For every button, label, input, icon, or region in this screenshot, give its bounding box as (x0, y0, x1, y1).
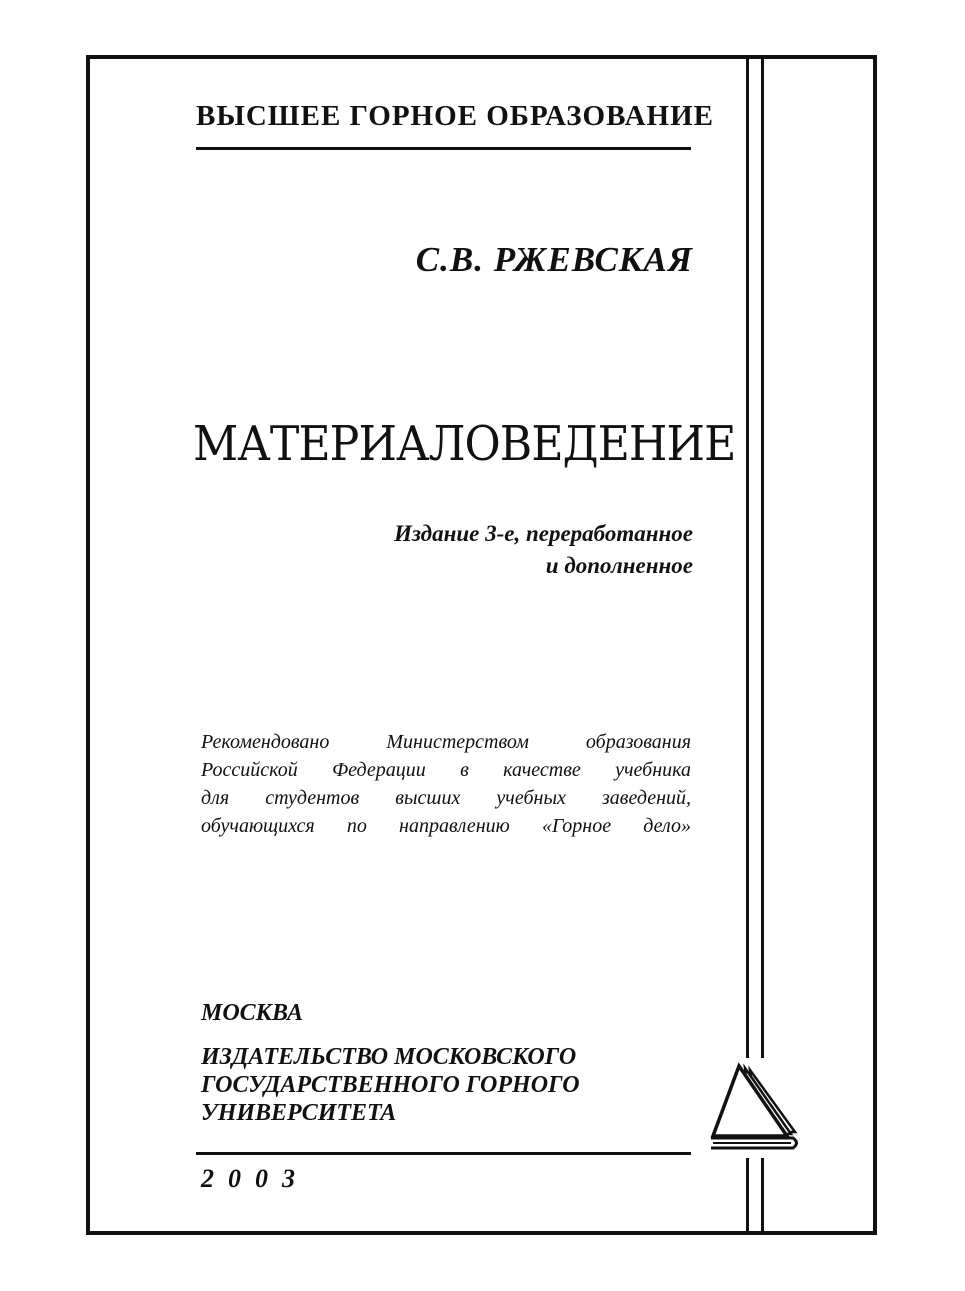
edition-note (394, 518, 693, 582)
series-title: ВЫСШЕЕ ГОРНОЕ ОБРАЗОВАНИЕ (196, 100, 714, 132)
edition-line-2: и дополненное (545, 553, 693, 578)
publication-year: 2003 (201, 1164, 309, 1193)
recommendation-line: обучающихся по направлению «Горное дело» (201, 815, 691, 837)
series-underline (196, 147, 691, 150)
recommendation-line: для студентов высших учебных заведений, (201, 787, 691, 809)
publisher-name (201, 1043, 580, 1127)
publisher-line: УНИВЕРСИТЕТА (201, 1100, 397, 1126)
publication-city: МОСКВА (201, 1000, 304, 1026)
publisher-line: ГОСУДАРСТВЕННОГО ГОРНОГО (201, 1072, 580, 1098)
recommendation-text (201, 728, 691, 840)
publisher-underline (196, 1152, 691, 1155)
publisher-line: ИЗДАТЕЛЬСТВО МОСКОВСКОГО (201, 1044, 577, 1070)
recommendation-line: Рекомендовано Министерством образования (201, 731, 691, 753)
edition-line-1: Издание 3-е, переработанное (394, 521, 693, 546)
triangle-book-publisher-logo-icon (705, 1058, 805, 1158)
book-title: МАТЕРИАЛОВЕДЕНИЕ (193, 416, 736, 472)
author-name: С.В. РЖЕВСКАЯ (415, 240, 693, 279)
recommendation-line: Российской Федерации в качестве учебника (201, 759, 691, 781)
